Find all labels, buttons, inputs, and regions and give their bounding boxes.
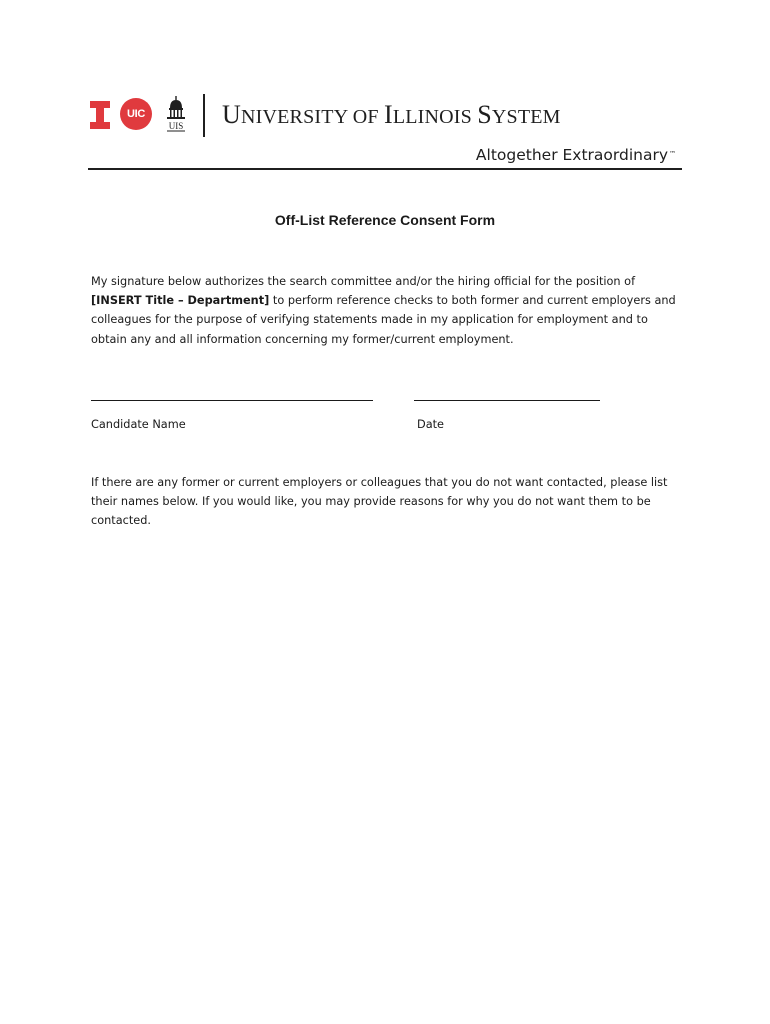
consent-line-rest: to perform reference checks to both former and current employers and: [269, 294, 676, 308]
system-name-part: NIVERSITY OF: [240, 106, 384, 128]
uis-logo-text: UIS: [168, 121, 184, 131]
uis-capitol-logo: [164, 96, 188, 132]
system-name-part: LLINOIS: [392, 106, 478, 128]
tagline: [476, 146, 676, 164]
system-name-part: U: [222, 100, 241, 129]
system-name-part: S: [477, 100, 492, 129]
position-placeholder: [INSERT Title – Department]: [91, 294, 270, 308]
header-rule: [88, 168, 682, 170]
consent-line: colleagues for the purpose of verifying statements made in my application for employment and to: [91, 313, 648, 327]
exclusions-line: their names below. If you would like, you may provide reasons for why you do not want them to be: [91, 495, 651, 509]
header-divider: [203, 94, 205, 137]
system-name-part: I: [383, 100, 393, 129]
illinois-block-i-logo: [90, 101, 110, 129]
uic-logo: UIC: [120, 98, 152, 130]
form-title: Off-List Reference Consent Form: [274, 212, 496, 228]
exclusions-line: If there are any former or current employers or colleagues that you do not want contacted, please list: [91, 476, 668, 489]
letterhead: [88, 92, 682, 172]
exclusions-paragraph: [91, 473, 681, 531]
consent-line: My signature below authorizes the search committee and/or the hiring official for the position of: [91, 275, 636, 288]
system-name-part: YSTEM: [491, 106, 561, 128]
consent-paragraph: [91, 272, 681, 349]
university-system-name: [222, 100, 561, 132]
candidate-name-label: Candidate Name: [91, 418, 186, 431]
exclusions-line: contacted.: [91, 514, 151, 528]
consent-line: obtain any and all information concerning my former/current employment.: [91, 332, 514, 346]
trademark-mark: ™: [669, 150, 676, 158]
date-label: Date: [417, 418, 445, 431]
consent-line: [91, 291, 681, 310]
candidate-name-signature-line[interactable]: [91, 400, 373, 401]
date-signature-line[interactable]: [414, 400, 600, 401]
tagline-text: Altogether Extraordinary: [475, 146, 668, 164]
